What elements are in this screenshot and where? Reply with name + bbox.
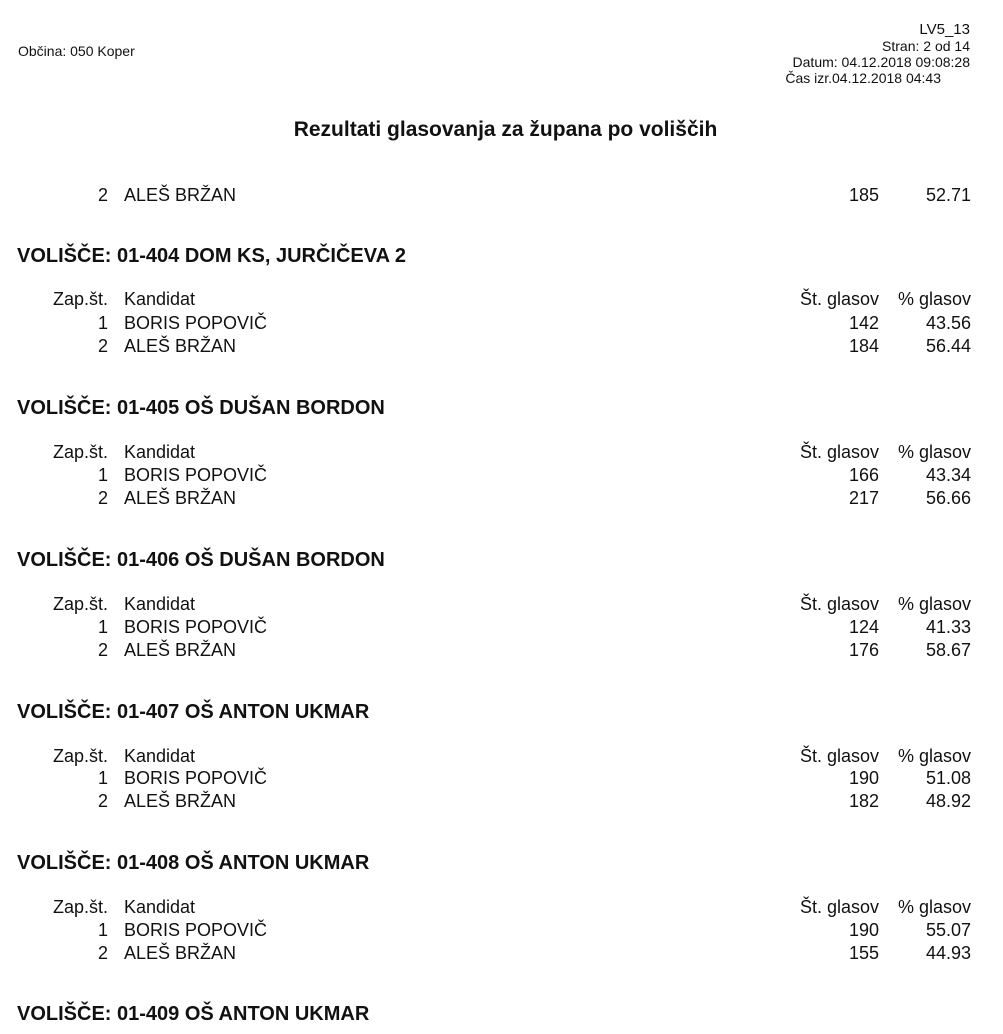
row-number: 2	[97, 185, 108, 205]
candidate-name: ALEŠ BRŽAN	[124, 640, 237, 660]
col-pct-header: % glasov	[897, 289, 971, 309]
row-number: 1	[97, 768, 108, 788]
table-row	[0, 790, 1003, 812]
row-number: 2	[97, 791, 108, 811]
vote-percent: 56.44	[925, 336, 971, 356]
vote-percent: 41.33	[925, 617, 971, 637]
table-row	[0, 616, 1003, 638]
municipality-label: Občina: 050 Koper	[18, 43, 135, 59]
table-row	[0, 312, 1003, 334]
report-code: LV5_13	[919, 21, 970, 38]
row-number: 1	[97, 313, 108, 333]
column-header-row	[0, 288, 1003, 310]
col-votes-header: Št. glasov	[799, 442, 879, 462]
row-number: 2	[97, 943, 108, 963]
vote-count: 185	[848, 185, 879, 205]
vote-percent: 43.34	[925, 465, 971, 485]
candidate-name: BORIS POPOVIČ	[124, 465, 268, 485]
row-number: 1	[97, 617, 108, 637]
vote-count: 182	[848, 791, 879, 811]
col-no-header: Zap.št.	[52, 594, 108, 614]
col-candidate-header: Kandidat	[124, 897, 196, 917]
polling-station-title: VOLIŠČE: 01-404 DOM KS, JURČIČEVA 2	[17, 245, 406, 267]
candidate-name: ALEŠ BRŽAN	[124, 488, 237, 508]
vote-percent: 56.66	[925, 488, 971, 508]
polling-station-title: VOLIŠČE: 01-405 OŠ DUŠAN BORDON	[17, 397, 385, 419]
col-candidate-header: Kandidat	[124, 746, 196, 766]
report-meta	[785, 22, 970, 86]
calc-time: Čas izr.04.12.2018 04:43	[785, 70, 941, 86]
row-number: 1	[97, 920, 108, 940]
column-header-row	[0, 593, 1003, 615]
report-date: Datum: 04.12.2018 09:08:28	[792, 54, 970, 70]
vote-percent: 51.08	[925, 768, 971, 788]
col-votes-header: Št. glasov	[799, 594, 879, 614]
vote-percent: 58.67	[925, 640, 971, 660]
table-row	[0, 942, 1003, 964]
col-candidate-header: Kandidat	[124, 289, 196, 309]
vote-percent: 44.93	[925, 943, 971, 963]
table-row	[0, 919, 1003, 941]
polling-station-title: VOLIŠČE: 01-407 OŠ ANTON UKMAR	[17, 701, 370, 723]
column-header-row	[0, 745, 1003, 767]
candidate-name: ALEŠ BRŽAN	[124, 943, 237, 963]
vote-count: 190	[848, 768, 879, 788]
vote-count: 155	[848, 943, 879, 963]
col-no-header: Zap.št.	[52, 289, 108, 309]
col-pct-header: % glasov	[897, 746, 971, 766]
column-header-row	[0, 441, 1003, 463]
page-number: Stran: 2 od 14	[882, 38, 970, 54]
vote-count: 176	[848, 640, 879, 660]
vote-count: 217	[848, 488, 879, 508]
row-number: 2	[97, 336, 108, 356]
candidate-name: BORIS POPOVIČ	[124, 617, 268, 637]
table-row	[0, 487, 1003, 509]
candidate-name: ALEŠ BRŽAN	[124, 185, 237, 205]
candidate-name: BORIS POPOVIČ	[124, 920, 268, 940]
table-row	[0, 335, 1003, 357]
vote-percent: 52.71	[925, 185, 971, 205]
col-no-header: Zap.št.	[52, 442, 108, 462]
candidate-name: BORIS POPOVIČ	[124, 313, 268, 333]
vote-percent: 43.56	[925, 313, 971, 333]
polling-station-title: VOLIŠČE: 01-408 OŠ ANTON UKMAR	[17, 852, 370, 874]
table-row	[0, 639, 1003, 661]
vote-count: 166	[848, 465, 879, 485]
vote-count: 190	[848, 920, 879, 940]
vote-percent: 55.07	[925, 920, 971, 940]
candidate-name: ALEŠ BRŽAN	[124, 791, 237, 811]
vote-count: 124	[848, 617, 879, 637]
col-pct-header: % glasov	[897, 594, 971, 614]
col-no-header: Zap.št.	[52, 746, 108, 766]
vote-count: 184	[848, 336, 879, 356]
col-pct-header: % glasov	[897, 442, 971, 462]
candidate-name: BORIS POPOVIČ	[124, 768, 268, 788]
table-row	[0, 767, 1003, 789]
polling-station-title: VOLIŠČE: 01-406 OŠ DUŠAN BORDON	[17, 549, 385, 571]
col-pct-header: % glasov	[897, 897, 971, 917]
vote-percent: 48.92	[925, 791, 971, 811]
col-votes-header: Št. glasov	[799, 897, 879, 917]
col-no-header: Zap.št.	[52, 897, 108, 917]
column-header-row	[0, 896, 1003, 918]
polling-station-title: VOLIŠČE: 01-409 OŠ ANTON UKMAR	[17, 1003, 370, 1025]
col-votes-header: Št. glasov	[799, 289, 879, 309]
carryover-row	[0, 184, 1003, 206]
row-number: 2	[97, 488, 108, 508]
row-number: 2	[97, 640, 108, 660]
vote-count: 142	[848, 313, 879, 333]
col-candidate-header: Kandidat	[124, 442, 196, 462]
page-title: Rezultati glasovanja za župana po voliščih	[293, 118, 718, 141]
table-row	[0, 464, 1003, 486]
candidate-name: ALEŠ BRŽAN	[124, 336, 237, 356]
col-candidate-header: Kandidat	[124, 594, 196, 614]
row-number: 1	[97, 465, 108, 485]
col-votes-header: Št. glasov	[799, 746, 879, 766]
